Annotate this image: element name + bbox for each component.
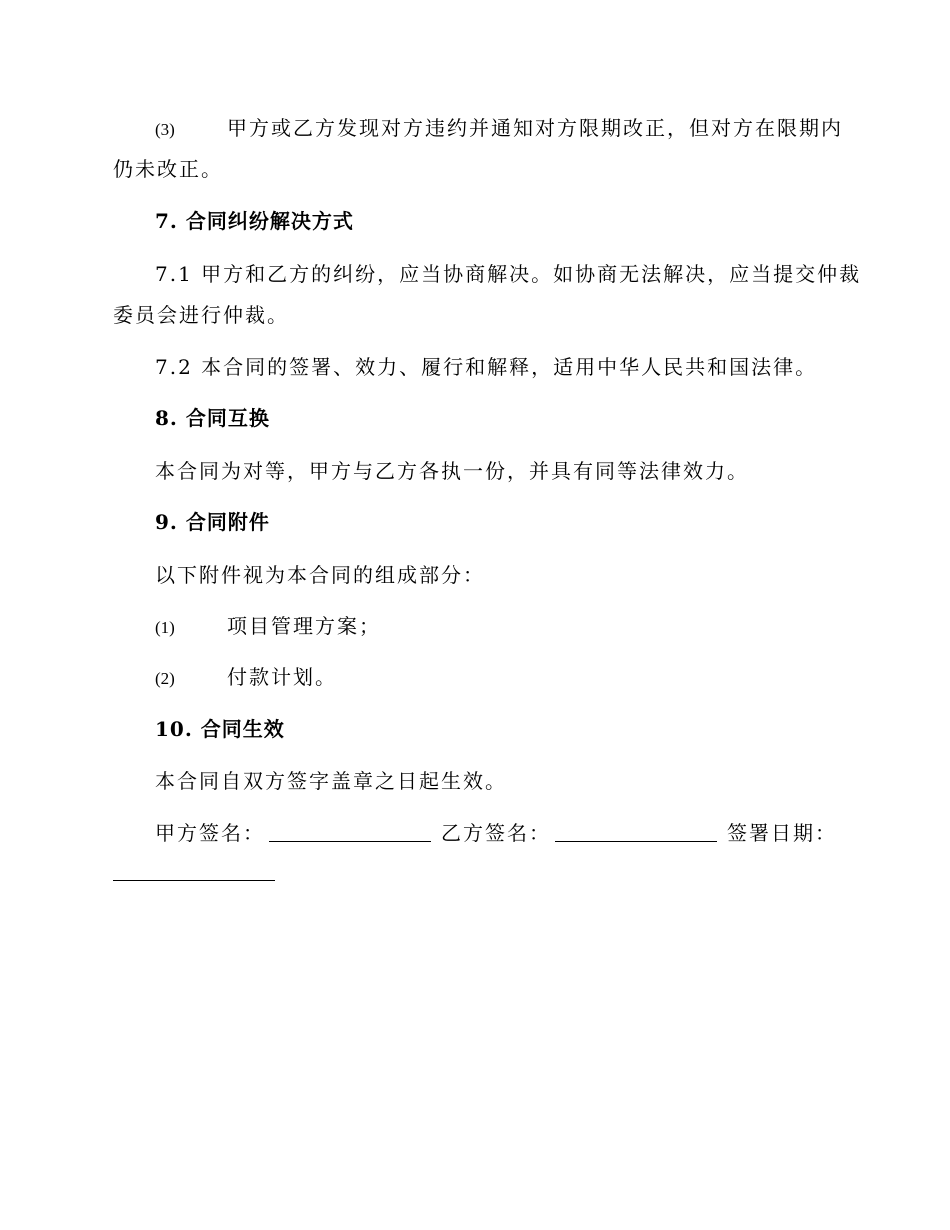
section-7-heading: 7. 合同纠纷解决方式	[155, 209, 354, 233]
clause-text: 甲方或乙方发现对方违约并通知对方限期改正，但对方在限期内	[227, 116, 843, 140]
attachment-item-2	[155, 665, 337, 691]
clause-item-3	[155, 116, 843, 142]
attachment-item-1	[155, 614, 381, 640]
attachment-text: 付款计划。	[227, 665, 337, 689]
party-a-signature-label: 甲方签名：	[155, 821, 265, 845]
signature-row	[155, 821, 837, 845]
section-8-heading: 8. 合同互换	[155, 406, 270, 430]
clause-7-1: 7.1 甲方和乙方的纠纷，应当协商解决。如协商无法解决，应当提交仲裁	[155, 262, 862, 286]
party-a-signature-blank	[269, 821, 431, 842]
list-marker: (3)	[155, 120, 175, 139]
section-8-body: 本合同为对等，甲方与乙方各执一份，并具有同等法律效力。	[155, 459, 749, 483]
section-9-heading: 9. 合同附件	[155, 510, 270, 534]
section-10-body: 本合同自双方签字盖章之日起生效。	[155, 769, 507, 793]
party-b-signature-blank	[555, 821, 717, 842]
sign-date-label: 签署日期：	[727, 821, 837, 845]
party-b-signature-label: 乙方签名：	[441, 821, 551, 845]
list-marker: (1)	[155, 618, 175, 637]
sign-date-blank	[113, 860, 275, 881]
attachment-text: 项目管理方案；	[227, 614, 381, 638]
section-10-heading: 10. 合同生效	[155, 717, 285, 741]
list-marker: (2)	[155, 669, 175, 688]
clause-7-1-continuation: 委员会进行仲裁。	[113, 303, 289, 327]
clause-item-3-continuation: 仍未改正。	[113, 157, 223, 181]
clause-7-2: 7.2 本合同的签署、效力、履行和解释，适用中华人民共和国法律。	[155, 355, 818, 379]
section-9-intro: 以下附件视为本合同的组成部分：	[155, 563, 485, 587]
